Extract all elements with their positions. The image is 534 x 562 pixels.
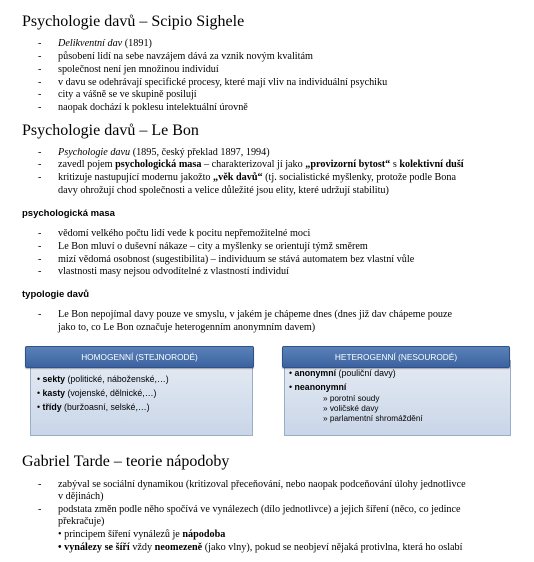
list-dash: - [38,77,42,88]
heading-sighele: Psychologie davů – Scipio Sighele [22,13,245,30]
list-item: city a vášně se ve skupině posilují [58,89,197,100]
list-dash: - [38,172,42,183]
list-item-continuation: v dějinách) [58,491,104,502]
box-item: • třídy (buržoasní, selské,…) [37,402,150,412]
list-item: společnost není jen množinou individuí [58,64,219,75]
box-subitem: » voličské davy [323,404,379,413]
list-item: Delikventní dav (1891) [58,38,152,49]
heterogeneous-box-body [284,360,511,436]
homogeneous-box-header: HOMOGENNÍ (STEJNORODÉ) [25,346,254,368]
list-dash: - [38,504,42,515]
list-dash: - [38,266,42,277]
list-dash: - [38,228,42,239]
list-item: působení lidí na sebe navzájem dává za vznik novým kvalitám [58,51,313,62]
list-item: naopak dochází k poklesu intelektuální úrovně [58,102,248,113]
list-item: Le Bon mluví o duševní nákaze – city a myšlenky se orientují týmž směrem [58,241,368,252]
list-dash: - [38,159,42,170]
heading-typologie: typologie davů [22,289,90,300]
list-dash: - [38,479,42,490]
list-item: vlastnosti masy nejsou odvodítelné z vlastností individuí [58,266,289,277]
list-dash: - [38,147,42,158]
box-item: • kasty (vojenské, dělnické,…) [37,388,157,398]
list-dash: - [38,102,42,113]
list-item-continuation: překračuje) [58,516,105,527]
list-dash: - [38,89,42,100]
list-dash: - [38,254,42,265]
list-item: kritizuje nastupující modernu jakožto „věk davů“ (tj. socialistické myšlenky, protože podle Bona [58,172,457,183]
box-item: • anonymní (pouliční davy) [289,368,396,378]
heading-lebon: Psychologie davů – Le Bon [22,122,199,139]
list-dash: - [38,241,42,252]
list-dash: - [38,309,42,320]
list-dash: - [38,38,42,49]
list-item: Psychologie davu (1895, český překlad 1897, 1994) [58,147,270,158]
list-item: zavedl pojem psychologická masa – charakterizoval jí jako „provizorní bytost“ s kolektivní duší [58,159,464,170]
list-item-continuation: davy ohrožují chod společnosti a velice důležité jsou elity, které udržují stabilitu) [58,185,389,196]
box-subitem: » parlamentní shromáždění [323,414,423,423]
homogeneous-box-body [30,360,253,436]
heading-tarde: Gabriel Tarde – teorie nápodoby [22,453,230,470]
list-item: v davu se odehrávají specifické procesy, které mají vliv na individuální psychiku [58,77,388,88]
heterogeneous-box-header: HETEROGENNÍ (NESOURODÉ) [282,346,510,368]
list-item-continuation: jako to, co Le Bon označuje heterogenním anonymním davem) [58,322,316,333]
list-item: vědomí velkého počtu lidí vede k pocitu nepřemožitelné moci [58,228,311,239]
list-item: mizí vědomá osobnost (sugestibilita) – individuum se stává automatem bez vlastní vůle [58,254,415,265]
list-item: zabýval se sociální dynamikou (kritizoval přeceňování, nebo naopak podceňování úlohy jednotlivce [58,479,466,490]
box-subitem: » porotní soudy [323,394,380,403]
list-item: podstata změn podle něho spočívá ve vynálezech (dílo jednotlivce) a jejich šíření (něco, co jedince [58,504,461,515]
box-item: • neanonymní [289,382,347,392]
heading-psych-masa: psychologická masa [22,208,115,219]
sub-bullet: • principem šíření vynálezů je nápodoba [58,529,226,540]
box-item: • sekty (politické, náboženské,…) [37,374,169,384]
sub-bullet: • vynálezy se šíří vždy neomezeně (jako vlny), pokud se neobjeví nějaká protivlna, která ho oslabí [58,542,463,553]
list-dash: - [38,51,42,62]
list-item: Le Bon nepojímal davy pouze ve smyslu, v jakém je chápeme dnes (dnes již dav chápeme pouze [58,309,453,320]
list-dash: - [38,64,42,75]
